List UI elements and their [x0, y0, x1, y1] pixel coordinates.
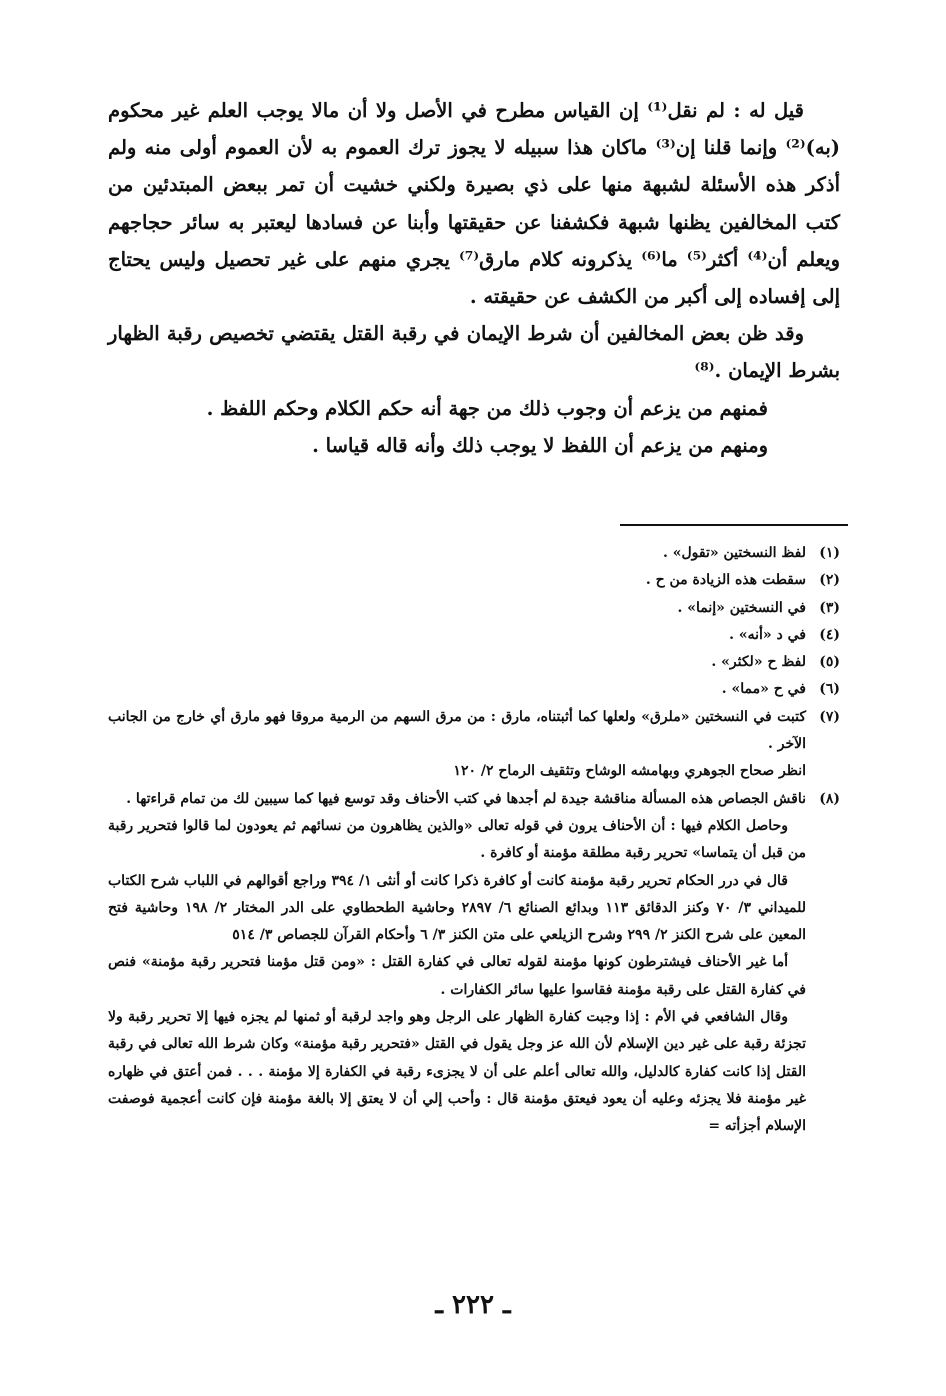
- footnote-item: [108, 676, 840, 703]
- footnotes-block: [108, 540, 840, 1141]
- footnote-number: (١): [819, 545, 840, 561]
- footnote-item: [108, 567, 840, 594]
- footnote-item: [108, 704, 840, 759]
- footnote-text: في ح «مما» .: [721, 681, 806, 698]
- footnote-item: [108, 540, 840, 567]
- footnote-number: (٤): [819, 626, 840, 643]
- footnote-paragraph: وحاصل الكلام فيها : أن الأحناف يرون في قوله تعالى «والذين يظاهرون من نسائهم ثم يعودون لما قالوا فتحرير رقبة من قبل أن يتماسا» تحرير رقبة مطلقة مؤمنة أو كافرة .: [108, 817, 806, 862]
- main-text-block: [108, 92, 840, 464]
- footnote-number: (٦): [819, 681, 840, 698]
- footnote-divider: [620, 524, 848, 526]
- footnote-text: لفظ ح «لكثر» .: [711, 654, 806, 671]
- footnote-text: في النسختين «إنما» .: [677, 599, 806, 616]
- main-paragraph: ومنهم من يزعم أن اللفظ لا يوجب ذلك وأنه قاله قياسا .: [312, 433, 768, 457]
- footnote-text: كتبت في النسختين «ملرق» ولعلها كما أثبتناه، مارق : من مرق السهم من الرمية مروقا فهو مارق أي خارج من الجانب الآخر .: [108, 708, 806, 753]
- page-number: ـ ٢٢٢ ـ: [435, 1290, 511, 1320]
- footnote-text: في د «أنه» .: [729, 626, 806, 643]
- footnote-number: (٨): [819, 790, 840, 807]
- footnote-item: [108, 595, 840, 622]
- footnote-item: [108, 786, 840, 813]
- footnote-item: [108, 649, 840, 676]
- footnote-text: سقطت هذه الزيادة من ح .: [645, 572, 806, 589]
- footnote-number: (٢): [819, 572, 840, 589]
- footnote-paragraph: أما غير الأحناف فيشترطون كونها مؤمنة لقوله تعالى في كفارة القتل : «ومن قتل مؤمنا فتحرير رقبة مؤمنة» فنص في كفارة القتل على رقبة مؤمنة فقاسوا عليها سائر الكفارات .: [108, 954, 806, 998]
- main-paragraph: وقد ظن بعض المخالفين أن شرط الإيمان في رقبة القتل يقتضي تخصيص رقبة الظهار بشرط الإيمان .⁽⁸⁾: [108, 322, 840, 383]
- footnote-number: (٥): [819, 654, 840, 671]
- main-paragraph: فمنهم من يزعم أن وجوب ذلك من جهة أنه حكم الكلام وحكم اللفظ .: [206, 396, 768, 420]
- footnote-number: (٣): [819, 599, 840, 616]
- footnote-reference: انظر صحاح الجوهري وبهامشه الوشاح وتثقيف الرماح ٢/ ١٢٠: [453, 763, 806, 780]
- footnote-number: (٧): [819, 708, 840, 725]
- footnote-text: لفظ النسختين «تقول» .: [662, 545, 806, 561]
- footnote-paragraph: قال في درر الحكام تحرير رقبة مؤمنة كانت أو كافرة ذكرا كانت أو أنثى ١/ ٣٩٤ وراجع أقوالهم في اللباب شرح الكتاب للميداني ٣/ ٧٠ وكنز الدقائق ١١٣ وبدائع الصنائع ٦/ ٢٨٩٧ وحاشية الطحطاوي على الدر المختار ٢/ ١٩٨ وحاشية فتح المعين على شرح الكنز ٢/ ٢٩٩ وشرح الزيلعي على متن الكنز ٣/ ٦ وأحكام القرآن للجصاص ٣/ ٥١٤: [108, 872, 807, 944]
- footnote-item: [108, 622, 840, 649]
- footnote-text: ناقش الجصاص هذه المسألة مناقشة جيدة لم أجدها في كتب الأحناف وقد توسع فيها كما سيبين لك من تمام قراءتها .: [126, 790, 806, 807]
- footnote-paragraph: وقال الشافعي في الأم : إذا وجبت كفارة الظهار على الرجل وهو واجد لرقبة أو ثمنها لم يجزه فيها إلا تحرير رقبة ولا تجزئة رقبة على غير دين الإسلام لأن الله عز وجل يقول في القتل «فتحرير رقبة مؤمنة» وكان شرط الله تعالى في رقبة القتل إذا كانت كفارة كالدليل، والله تعالى أعلم على أن لا يجزىء رقبة في الكفارة إلا مؤمنة . . . فمن أعتق في ظهاره غير مؤمنة فلا يجزئه وعليه أن يعود فيعتق مؤمنة قال : وأحب إلي أن لا يعتق إلا بالغة مؤمنة فإن كانت أعجمية فوصفت الإسلام أجزأته =: [108, 1009, 807, 1135]
- main-paragraph: قيل له : لم نقل⁽¹⁾ إن القياس مطرح في الأصل ولا أن مالا يوجب العلم غير محكوم (به)⁽²⁾ وإنما قلنا إن⁽³⁾ ماكان هذا سبيله لا يجوز ترك العموم به لأن العموم أولى منه ولم أذكر هذه الأسئلة لشبهة منها على ذي بصيرة ولكني خشيت أن تمر ببعض المبتدئين من كتب المخالفين يظنها شبهة فكشفنا عن حقيقتها وأبنا عن فسادها ليعتبر به سائر حجاجهم ويعلم أن⁽⁴⁾ أكثر⁽⁵⁾ ما⁽⁶⁾ يذكرونه كلام مارق⁽⁷⁾ يجري منهم على غير تحصيل وليس يحتاج إلى إفساده إلى أكبر من الكشف عن حقيقته .: [108, 99, 840, 309]
